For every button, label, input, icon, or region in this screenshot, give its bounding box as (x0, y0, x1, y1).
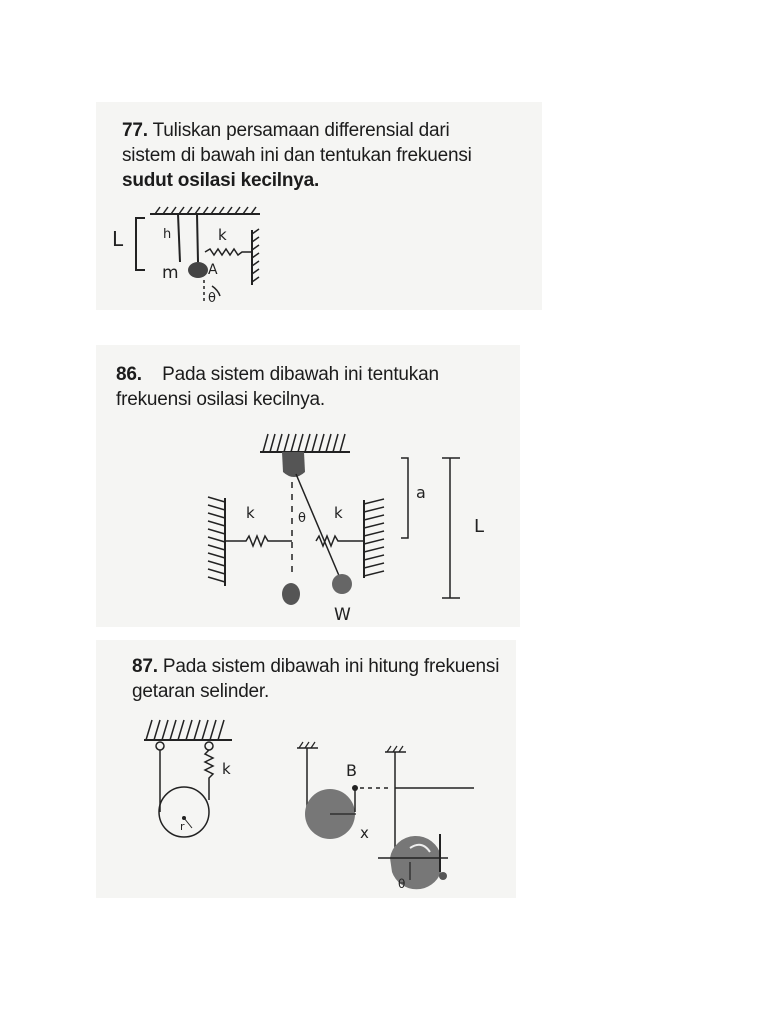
label-87-theta: θ (398, 877, 406, 891)
label-77-L: L (112, 227, 124, 251)
problem-87-line-1: Pada sistem dibawah ini hitung frekuensi (162, 656, 500, 677)
label-77-m: m (162, 263, 179, 283)
label-86-theta: θ (298, 511, 306, 526)
label-86-L: L (474, 516, 485, 537)
problem-86-line-2: frekuensi osilasi kecilnya. (116, 389, 325, 410)
problem-86-line-1: Pada sistem dibawah ini tentukan (162, 364, 439, 385)
label-86-W: W (334, 605, 351, 625)
problem-77-number: 77. (122, 120, 148, 141)
problem-87-number: 87. (132, 656, 158, 677)
problem-77-line-1: Tuliskan persamaan differensial dari (152, 120, 450, 141)
problem-77-line-2: sistem di bawah ini dan tentukan frekuensi (122, 145, 472, 166)
label-77-k: k (218, 226, 227, 244)
label-77-A: A (208, 262, 218, 278)
problem-77-line-3: sudut osilasi kecilnya. (122, 170, 320, 191)
label-86-a: a (416, 483, 426, 502)
label-87-r: r (180, 820, 185, 833)
label-87-k: k (222, 760, 231, 778)
label-87-x: x (360, 824, 369, 842)
label-77-theta: θ (208, 291, 216, 306)
label-87-B: B (346, 761, 357, 780)
label-86-k-right: k (334, 504, 343, 522)
label-77-h: h (163, 227, 172, 242)
label-86-k-left: k (246, 504, 255, 522)
problem-86-number: 86. (116, 364, 142, 385)
problem-87-line-2: getaran selinder. (132, 681, 270, 702)
